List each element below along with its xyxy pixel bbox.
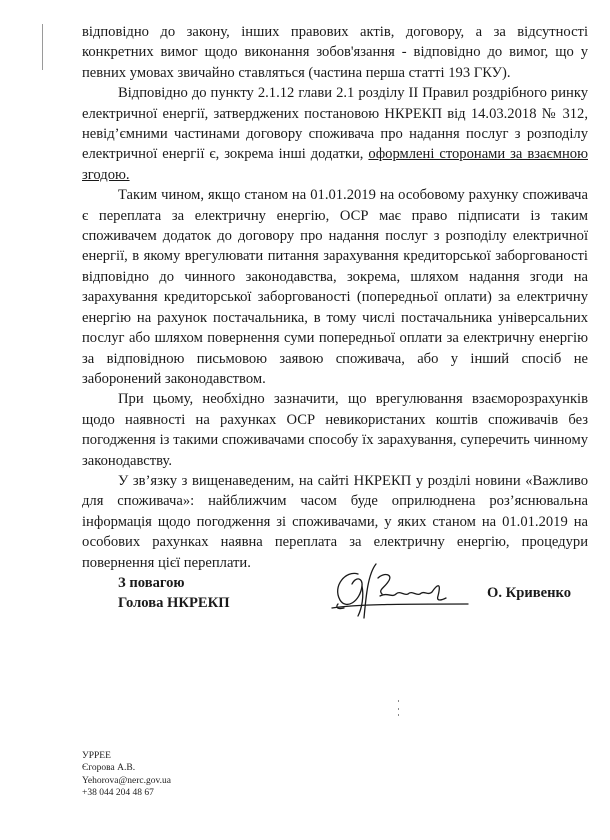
paragraph-2-underlined: оформлені сторонами за взаємною згодою. bbox=[82, 146, 588, 183]
letter-body bbox=[82, 22, 588, 573]
paragraph-2-text: Відповідно до пункту 2.1.12 глави 2.1 розділу II Правил роздрібного ринку електричної енергії, затверджених постановою НКРЕКП від 14.03.2018 № 312, невід’ємними частинами договору споживача про надання послуг з розподілу електричної енергії є, зокрема інші додатки, bbox=[82, 85, 588, 163]
paragraph-1: відповідно до закону, інших правових актів, договору, а за відсутності конкретних вимог щодо виконання зобов'язання - відповідно до вимог, що у певних умовах звичайно ставляться (частина перша статті 193 ГКУ). bbox=[82, 24, 588, 81]
executor-phone: +38 044 204 48 67 bbox=[82, 788, 154, 799]
paragraph-3: Таким чином, якщо станом на 01.01.2019 на особовому рахунку споживача є переплата за електричну енергію, ОСР має право підписати із таким споживачем додаток до договору про надання послуг з розподілу електричної енергії, в якому врегулювати питання зарахування кредиторської заборгованості відповідно до чинного законодавства, зокрема, шляхом надання згоди на зарахування кредиторської заборгованості (попередньої оплати) за електричну енергію на рахунок постачальника, в тому числі постачальника універсальних послуг або шляхом повернення суми попередньої оплати за електричну енергію за відповідною письмовою заявою споживача, або у інший спосіб не заборонений законодавством. bbox=[82, 187, 588, 387]
signature-block bbox=[118, 573, 230, 613]
closing: З повагою bbox=[118, 575, 185, 591]
paragraph-2 bbox=[82, 83, 588, 185]
margin-mark bbox=[42, 24, 43, 70]
signer-name: О. Кривенко bbox=[487, 585, 572, 601]
executor-name: Єгорова А.В. bbox=[82, 763, 136, 774]
paragraph-5: У зв’язку з вищенаведеним, на сайті НКРЕКП у розділі новини «Важливо для споживача»: найближчим часом буде оприлюднена роз’яснювальна інформація щодо погодження зі споживачами, у яких станом на 01.01.2019 на особових рахунках наявна переплата за електричну енергію, процедури повернення цієї переплати. bbox=[82, 472, 588, 571]
footer-contact bbox=[82, 750, 171, 800]
scan-specks bbox=[398, 700, 400, 720]
position-title: Голова НКРЕКП bbox=[118, 595, 230, 611]
handwritten-signature-icon bbox=[318, 556, 478, 626]
department: УРРЕЕ bbox=[82, 751, 111, 761]
paragraph-4: При цьому, необхідно зазначити, що врегулювання взаєморозрахунків щодо наявності на рахунках ОСР невикористаних коштів споживачів без погодження із такими споживачами способу їх зарахування, суперечить чинному законодавству. bbox=[82, 391, 588, 469]
executor-email: Yehorova@nerc.gov.ua bbox=[82, 775, 171, 786]
